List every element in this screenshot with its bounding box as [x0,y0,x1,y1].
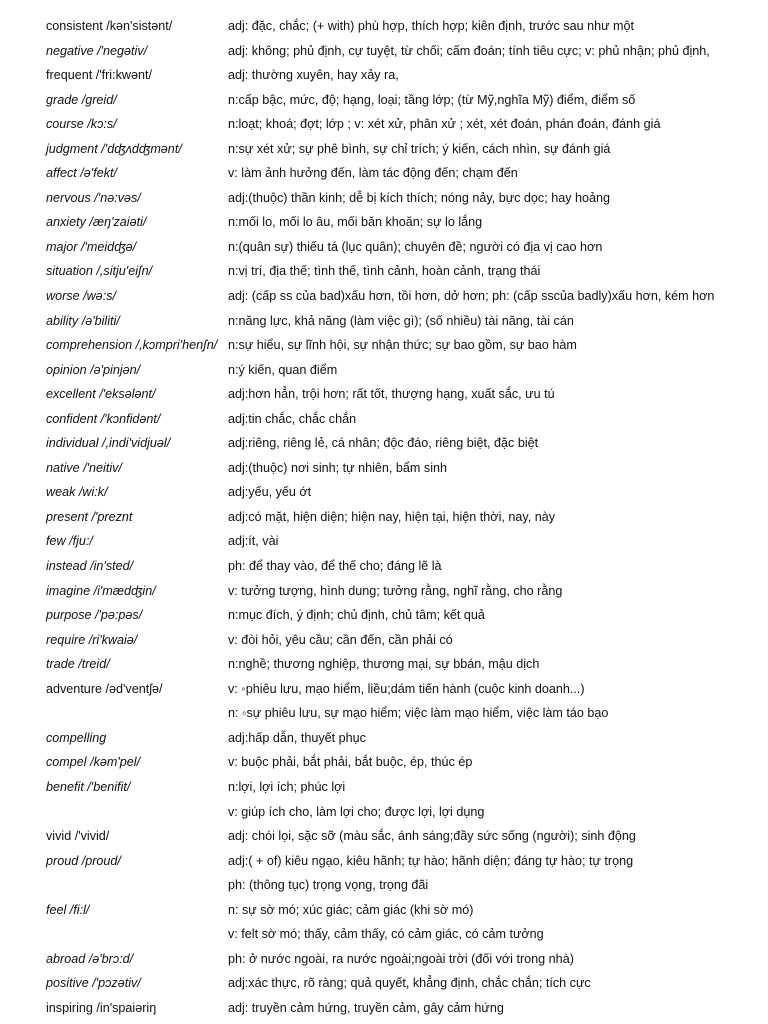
vocab-entry-row [0,529,768,554]
vocab-definition: adj:(thuộc) nơi sinh; tự nhiên, bẩm sinh [228,460,448,475]
vocab-entry-row [0,39,768,64]
vocab-definition: n:lợi, lợi ích; phúc lợi [228,779,346,794]
vocab-term: few /fju:/ [46,534,93,549]
vocab-term: present /'preznt [46,509,133,524]
vocab-entry-row [0,284,768,309]
vocab-entry-row [0,652,768,677]
vocab-definition: adj: đặc, chắc; (+ with) phù hợp, thích hợp; kiên định, trước sau như một [228,19,635,33]
vocab-definition: adj: truyền cảm hứng, truyền cảm, gây cảm hứng [228,1000,504,1015]
vocab-term: individual /,indi'vidjuəl/ [46,436,171,451]
vocab-entry-row [0,431,768,456]
vocab-term: positive /'pɔzətiv/ [46,976,141,991]
vocab-term: instead /in'sted/ [46,559,134,574]
vocabulary-list [0,14,768,1020]
vocab-definition: ph: ở nước ngoài, ra nước ngoài;ngoài trời (đối với trong nhà) [228,951,574,966]
vocab-definition: v: đòi hỏi, yêu cầu; cần đến, cần phải có [228,632,453,647]
vocab-entry-row [0,947,768,972]
vocab-term: judgment /'dʤʌdʤmənt/ [46,141,182,156]
vocab-definition: n: ◦sự phiêu lưu, sự mạo hiểm; việc làm mạo hiểm, việc làm táo bạo [228,706,609,721]
vocab-entry-row [0,996,768,1021]
vocab-entry-row [0,14,768,39]
vocab-definition: adj:hơn hẳn, trội hơn; rất tốt, thượng hạng, xuất sắc, ưu tú [228,387,555,402]
vocab-term: consistent /kən'sistənt/ [46,19,173,33]
vocab-definition: n:năng lực, khả năng (làm việc gì); (số nhiều) tài năng, tài cán [228,313,574,328]
vocab-entry-row [0,677,768,702]
vocab-entry-row [0,407,768,432]
vocab-definition: n:mối lo, mối lo âu, mối băn khoăn; sự lo lắng [228,215,483,230]
vocab-definition: n:cấp bậc, mức, độ; hạng, loại; tầng lớp; (từ Mỹ,nghĩa Mỹ) điểm, điểm số [228,92,636,107]
vocab-definition: ph: (thông tục) trọng vọng, trọng đãi [228,878,429,893]
vocab-definition: v: buộc phải, bắt phải, bắt buộc, ép, thúc ép [228,755,473,770]
vocab-definition: n:vị trí, địa thế; tình thế, tình cảnh, hoàn cảnh, trạng thái [228,264,541,279]
vocab-term: feel /fi:l/ [46,902,90,917]
vocab-entry-row [0,726,768,751]
vocab-term: negative /'negətiv/ [46,43,148,58]
vocab-definition: v: ◦phiêu lưu, mạo hiểm, liều;dám tiến hành (cuộc kinh doanh...) [228,681,585,696]
vocab-entry-row [0,971,768,996]
vocab-definition: n:nghề; thương nghiệp, thương mại, sự bbán, mậu dịch [228,657,540,672]
vocab-definition: adj:ít, vài [228,534,279,549]
vocab-entry-row [0,824,768,849]
vocab-entry-row [0,628,768,653]
vocab-definition: n:ý kiến, quan điểm [228,362,338,377]
vocab-definition: adj:hấp dẫn, thuyết phục [228,730,366,745]
vocab-term: imagine /i'mædʤin/ [46,583,156,598]
vocab-entry-row [0,701,768,726]
vocab-term: adventure /əd'ventʃə/ [46,681,163,696]
vocab-definition: adj: chói lọi, sặc sỡ (màu sắc, ánh sáng;đầy sức sống (người); sinh động [228,829,636,844]
vocab-term: excellent /'eksələnt/ [46,387,156,402]
vocab-term: require /ri'kwaiə/ [46,632,138,647]
vocab-entry-row [0,333,768,358]
vocab-term: compelling [46,730,107,745]
vocab-entry-row [0,505,768,530]
vocab-entry-row [0,873,768,898]
vocab-entry-row [0,922,768,947]
vocab-term: benefit /'benifit/ [46,779,131,794]
vocab-definition: adj:riêng, riêng lẻ, cá nhân; độc đáo, riêng biệt, đặc biệt [228,436,539,451]
vocab-term: course /kɔ:s/ [46,117,117,132]
vocab-term: worse /wə:s/ [46,289,116,304]
vocab-definition: v: giúp ích cho, làm lợi cho; được lợi, lợi dụng [228,804,485,819]
vocab-term: purpose /'pə:pəs/ [46,608,143,623]
vocab-term: native /'neitiv/ [46,460,122,475]
vocab-definition: adj:(thuộc) thần kinh; dễ bị kích thích; nóng nảy, bực dọc; hay hoảng [228,190,611,205]
vocab-definition: adj: thường xuyên, hay xảy ra, [228,68,399,83]
vocab-term: confident /'kɔnfidənt/ [46,411,161,426]
vocab-definition: adj: (cấp ss của bad)xấu hơn, tồi hơn, dở hơn; ph: (cấp sscủa badly)xấu hơn, kém hơn [228,289,715,304]
vocab-definition: n:sự xét xử; sự phê bình, sự chỉ trích; ý kiến, cách nhìn, sự đánh giá [228,141,611,156]
vocab-term: affect /ə'fekt/ [46,166,118,181]
vocab-definition: n: sự sờ mó; xúc giác; cảm giác (khi sờ mó) [228,902,474,917]
vocab-definition: v: felt sờ mó; thấy, cảm thấy, có cảm giác, có cảm tưởng [228,927,544,942]
vocab-term: inspiring /in'spaiəriŋ [46,1000,157,1015]
vocab-definition: adj:tin chắc, chắc chắn [228,411,357,426]
vocab-term: comprehension /,kɔmpri'henʃn/ [46,338,218,353]
vocab-term: major /'meidʤə/ [46,239,137,254]
vocab-term: grade /greid/ [46,92,117,107]
vocab-entry-row [0,88,768,113]
vocab-definition: adj:( + of) kiêu ngạo, kiêu hãnh; tự hào; hãnh diện; đáng tự hào; tự trọng [228,853,634,868]
vocab-entry-row [0,137,768,162]
vocab-entry-row [0,603,768,628]
vocab-definition: n:sự hiểu, sự lĩnh hội, sự nhận thức; sự bao gồm, sự bao hàm [228,338,577,353]
vocab-definition: adj: không; phủ định, cự tuyệt, từ chối; cấm đoán; tính tiêu cực; v: phủ nhận; phủ định, [228,43,710,58]
vocab-entry-row [0,63,768,88]
vocab-definition: adj:xác thực, rõ ràng; quả quyết, khẳng định, chắc chắn; tích cực [228,976,591,991]
vocab-definition: n:mục đích, ý định; chủ định, chủ tâm; kết quả [228,608,485,623]
vocab-definition: ph: để thay vào, để thế cho; đáng lẽ là [228,559,442,574]
vocab-term: abroad /ə'brɔ:d/ [46,951,134,966]
vocab-term: compel /kəm'pel/ [46,755,141,770]
vocab-entry-row [0,554,768,579]
vocab-entry-row [0,186,768,211]
vocab-entry-row [0,750,768,775]
vocab-entry-row [0,775,768,800]
vocab-entry-row [0,235,768,260]
vocab-term: proud /proud/ [46,853,121,868]
vocab-term: anxiety /æŋ'zaiəti/ [46,215,147,230]
vocab-term: opinion /ə'pinjən/ [46,362,141,377]
vocab-entry-row [0,456,768,481]
vocab-entry-row [0,259,768,284]
vocab-term: nervous /'nə:vəs/ [46,190,141,205]
vocab-term: weak /wi:k/ [46,485,108,500]
vocab-entry-row [0,358,768,383]
vocab-definition: v: làm ảnh hưởng đến, làm tác động đến; chạm đến [228,166,518,181]
vocab-definition: n:(quân sự) thiếu tá (lục quân); chuyên đề; người có địa vị cao hơn [228,239,603,254]
vocab-definition: adj:yếu, yếu ớt [228,485,312,500]
vocab-entry-row [0,800,768,825]
vocab-entry-row [0,382,768,407]
vocab-term: frequent /'fri:kwənt/ [46,68,153,83]
vocab-entry-row [0,898,768,923]
vocab-definition: v: tưởng tượng, hình dung; tưởng rằng, nghĩ rằng, cho rằng [228,583,563,598]
vocab-entry-row [0,210,768,235]
vocab-definition: n:loạt; khoá; đợt; lớp ; v: xét xử, phân xử ; xét, xét đoán, phán đoán, đánh giá [228,117,661,132]
vocab-term: situation /,sitju'eiʃn/ [46,264,153,279]
vocab-entry-row [0,579,768,604]
vocab-entry-row [0,309,768,334]
vocab-term: trade /treid/ [46,657,110,672]
vocab-entry-row [0,161,768,186]
vocab-definition: adj:có mặt, hiện diện; hiện nay, hiện tại, hiện thời, nay, này [228,509,556,524]
vocab-entry-row [0,480,768,505]
vocab-term: vivid /'vivid/ [46,829,110,844]
vocab-entry-row [0,112,768,137]
vocab-term: ability /ə'biliti/ [46,313,120,328]
vocab-entry-row [0,849,768,874]
